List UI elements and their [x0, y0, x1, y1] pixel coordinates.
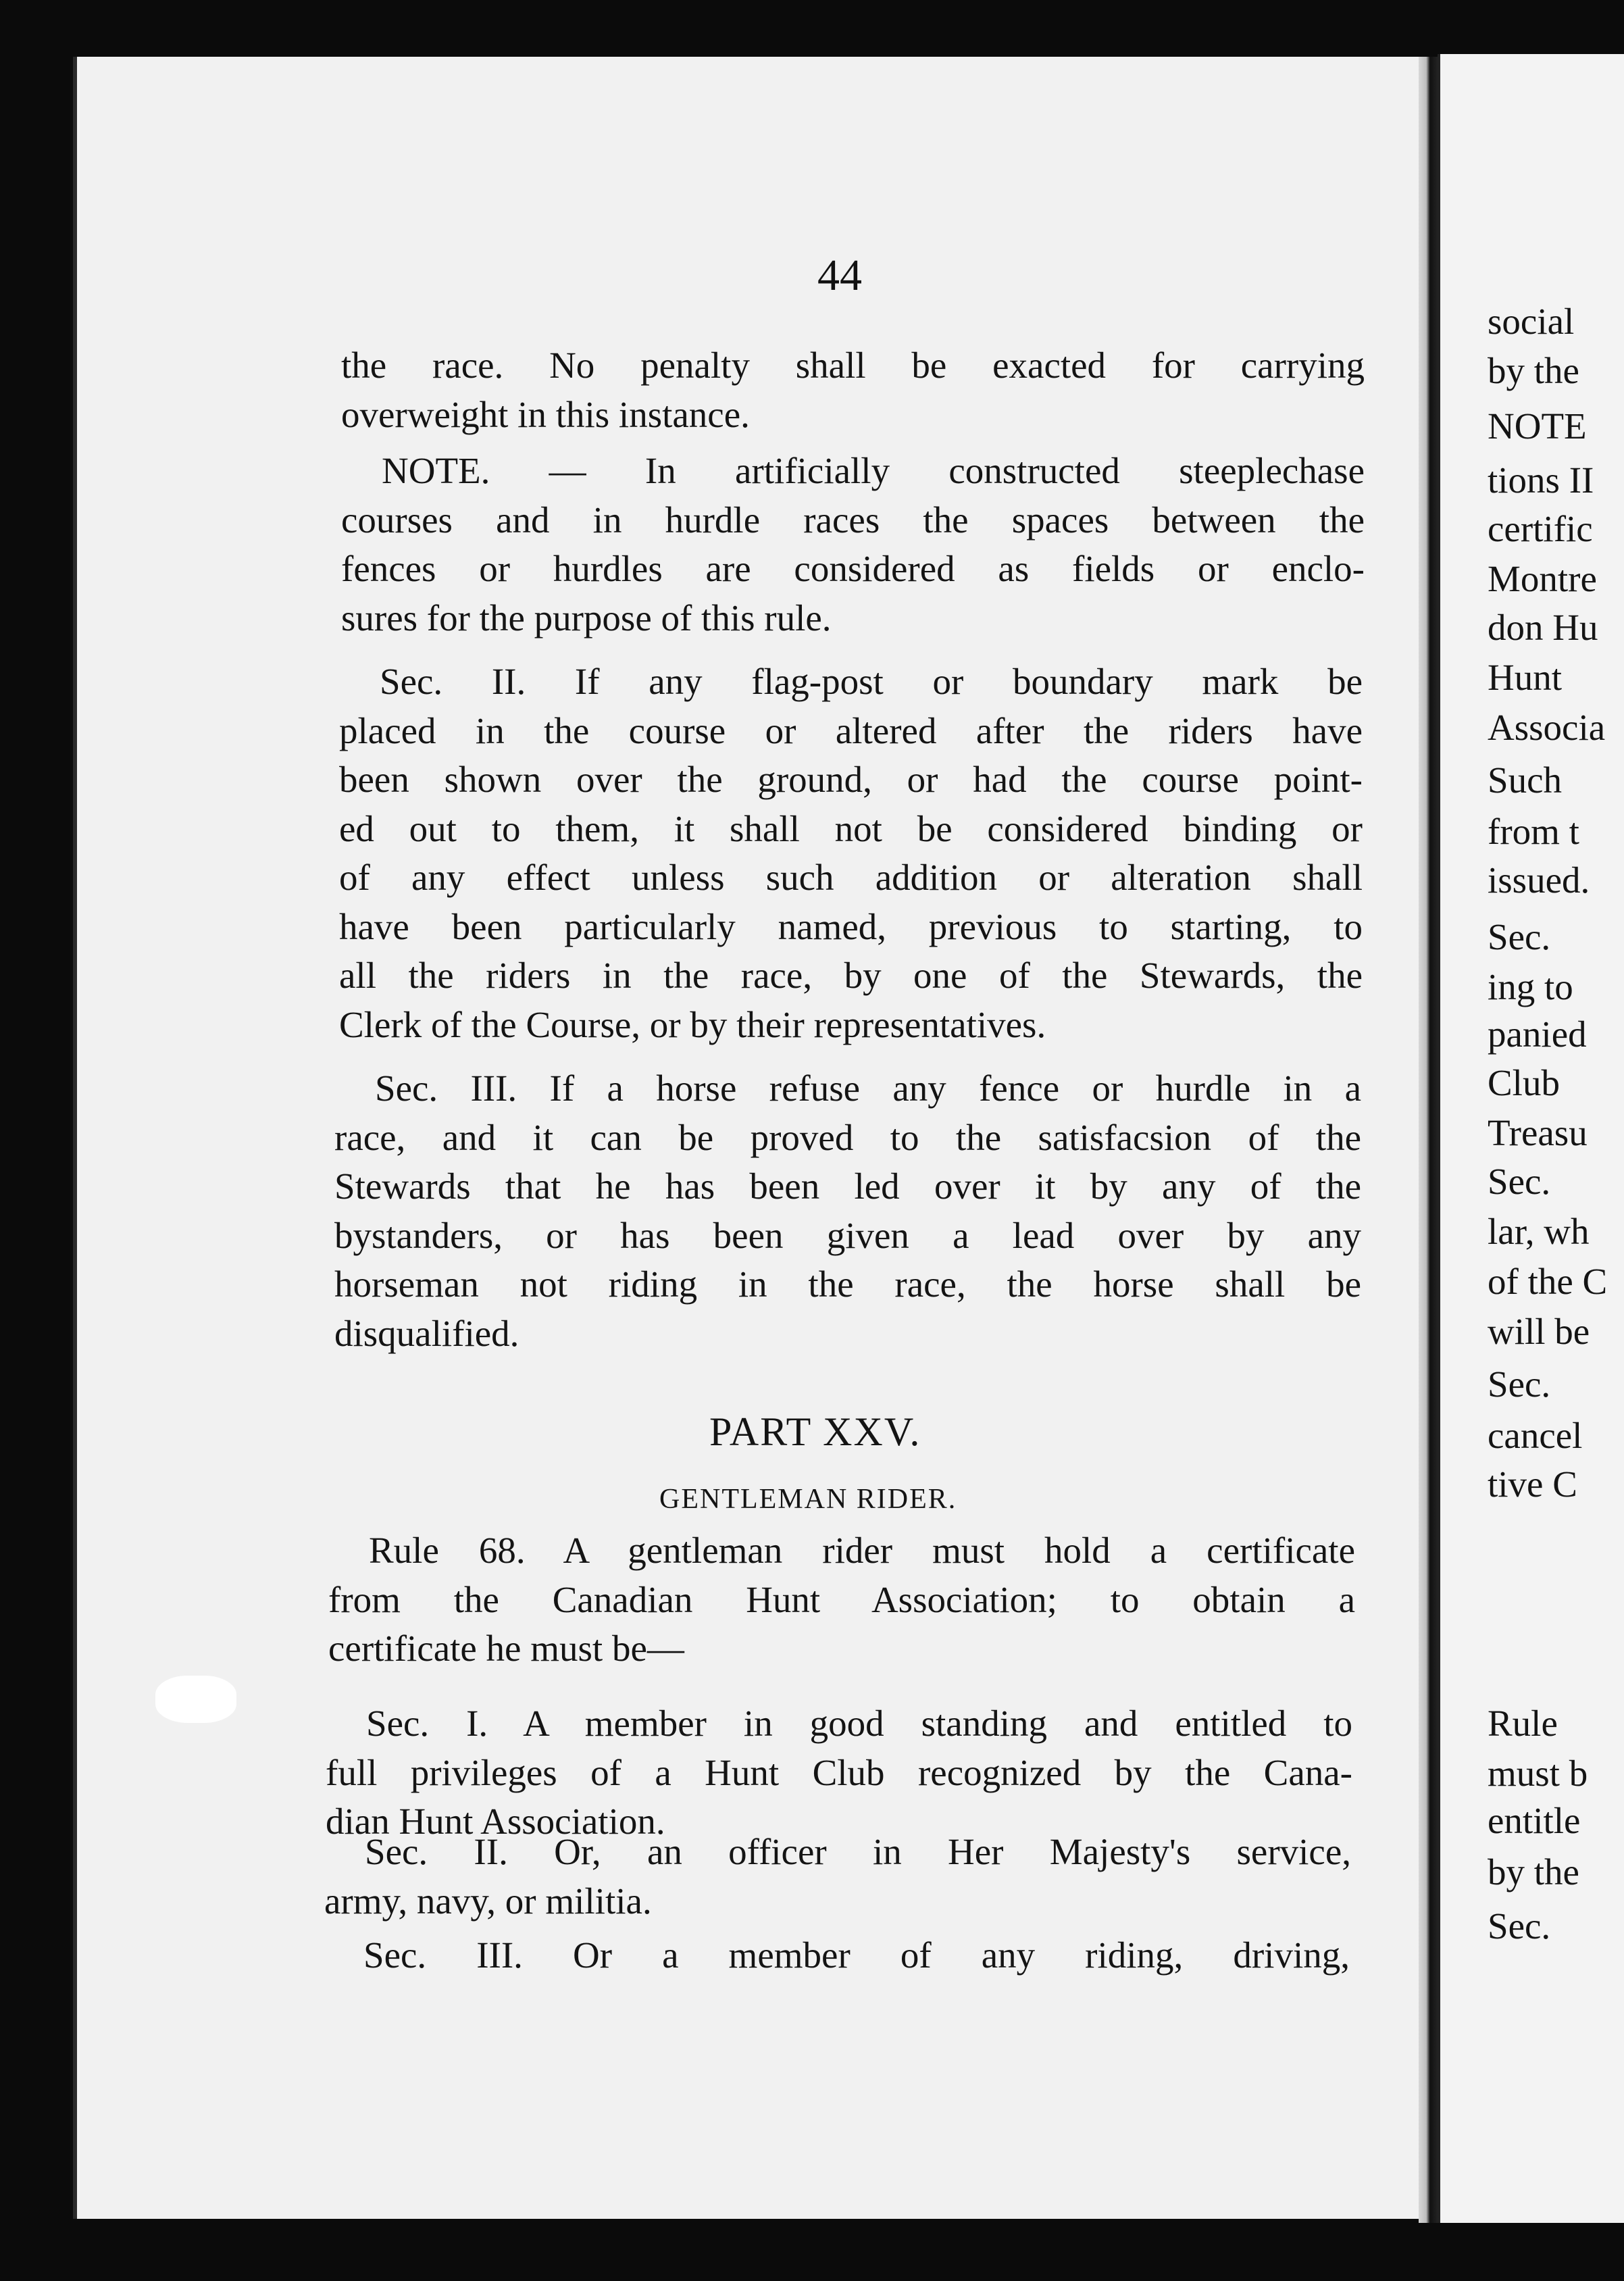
text-line: race, and it can be proved to the satisfacsion of the: [334, 1116, 1361, 1158]
text-line: courses and in hurdle races the spaces between the: [341, 499, 1365, 541]
text-line: full privileges of a Hunt Club recognized by the Cana-: [326, 1751, 1352, 1793]
right-text-fragment: lar, wh: [1488, 1211, 1590, 1252]
text-line: the race. No penalty shall be exacted for carrying: [341, 345, 1365, 386]
text-line: been shown over the ground, or had the course point-: [339, 759, 1363, 800]
text-line: Sec. I. A member in good standing and entitled to: [366, 1703, 1352, 1744]
text-line: Rule 68. A gentleman rider must hold a certificate: [369, 1530, 1355, 1571]
right-text-fragment: don Hu: [1488, 607, 1598, 648]
right-text-fragment: Sec.: [1488, 1161, 1551, 1202]
text-line: certificate he must be—: [328, 1628, 684, 1669]
part-subheading: GENTLEMAN RIDER.: [659, 1484, 957, 1515]
text-line: all the riders in the race, by one of the Stewards, the: [339, 955, 1363, 996]
text-line: fences or hurdles are considered as fields or enclo-: [341, 548, 1365, 589]
text-line: have been particularly named, previous to starting, to: [339, 905, 1363, 947]
part-heading: PART XXV.: [709, 1409, 921, 1454]
text-line: bystanders, or has been given a lead over by any: [334, 1214, 1361, 1256]
right-text-fragment: issued.: [1488, 859, 1590, 901]
right-text-fragment: Such: [1488, 759, 1562, 801]
right-text-fragment: Sec.: [1488, 916, 1551, 957]
right-text-fragment: Sec.: [1488, 1905, 1551, 1947]
right-text-fragment: Sec.: [1488, 1363, 1551, 1405]
right-text-fragment: social: [1488, 301, 1575, 342]
text-line: Stewards that he has been led over it by any of the: [334, 1165, 1361, 1207]
right-text-fragment: ing to: [1488, 966, 1573, 1007]
right-text-fragment: Hunt: [1488, 657, 1562, 698]
paper-blot: [155, 1676, 236, 1723]
right-text-fragment: tions II: [1488, 459, 1594, 501]
right-text-fragment: Treasu: [1488, 1112, 1588, 1153]
text-line: Sec. III. Or a member of any riding, driving,: [363, 1934, 1350, 1976]
right-text-fragment: cancel: [1488, 1415, 1583, 1456]
text-line: dian Hunt Association.: [326, 1801, 665, 1842]
right-text-fragment: will be: [1488, 1311, 1590, 1352]
right-text-fragment: certific: [1488, 508, 1593, 549]
text-line: Sec. II. If any flag-post or boundary mark be: [380, 661, 1363, 702]
right-text-fragment: by the: [1488, 1851, 1579, 1893]
right-text-fragment: of the C: [1488, 1261, 1608, 1302]
right-text-fragment: Associa: [1488, 707, 1606, 748]
book-spine: [1419, 57, 1438, 2223]
text-line: from the Canadian Hunt Association; to obtain a: [328, 1578, 1355, 1620]
text-line: army, navy, or militia.: [324, 1880, 652, 1922]
right-text-fragment: from t: [1488, 811, 1579, 852]
text-line: Sec. III. If a horse refuse any fence or hurdle in a: [375, 1068, 1361, 1109]
text-line: horseman not riding in the race, the horse shall be: [334, 1263, 1361, 1305]
page-number: 44: [817, 251, 862, 300]
right-text-fragment: NOTE: [1488, 405, 1587, 447]
text-line: Clerk of the Course, or by their representatives.: [339, 1003, 1046, 1045]
text-line: placed in the course or altered after the riders have: [339, 709, 1363, 751]
right-text-fragment: Montre: [1488, 558, 1597, 599]
text-line: overweight in this instance.: [341, 393, 750, 435]
text-line: Sec. II. Or, an officer in Her Majesty's service,: [365, 1831, 1351, 1872]
right-text-fragment: entitle: [1488, 1800, 1581, 1841]
right-text-fragment: by the: [1488, 350, 1579, 391]
right-text-fragment: panied: [1488, 1013, 1587, 1055]
text-line: sures for the purpose of this rule.: [341, 597, 832, 638]
right-text-fragment: Rule: [1488, 1703, 1558, 1744]
text-line: of any effect unless such addition or alteration shall: [339, 857, 1363, 898]
right-text-fragment: Club: [1488, 1062, 1560, 1103]
text-line: ed out to them, it shall not be considered binding or: [339, 807, 1363, 849]
text-line: NOTE. — In artificially constructed steeplechase: [382, 450, 1365, 491]
right-text-fragment: tive C: [1488, 1463, 1577, 1505]
text-line: disqualified.: [334, 1312, 519, 1354]
right-text-fragment: must b: [1488, 1753, 1588, 1794]
